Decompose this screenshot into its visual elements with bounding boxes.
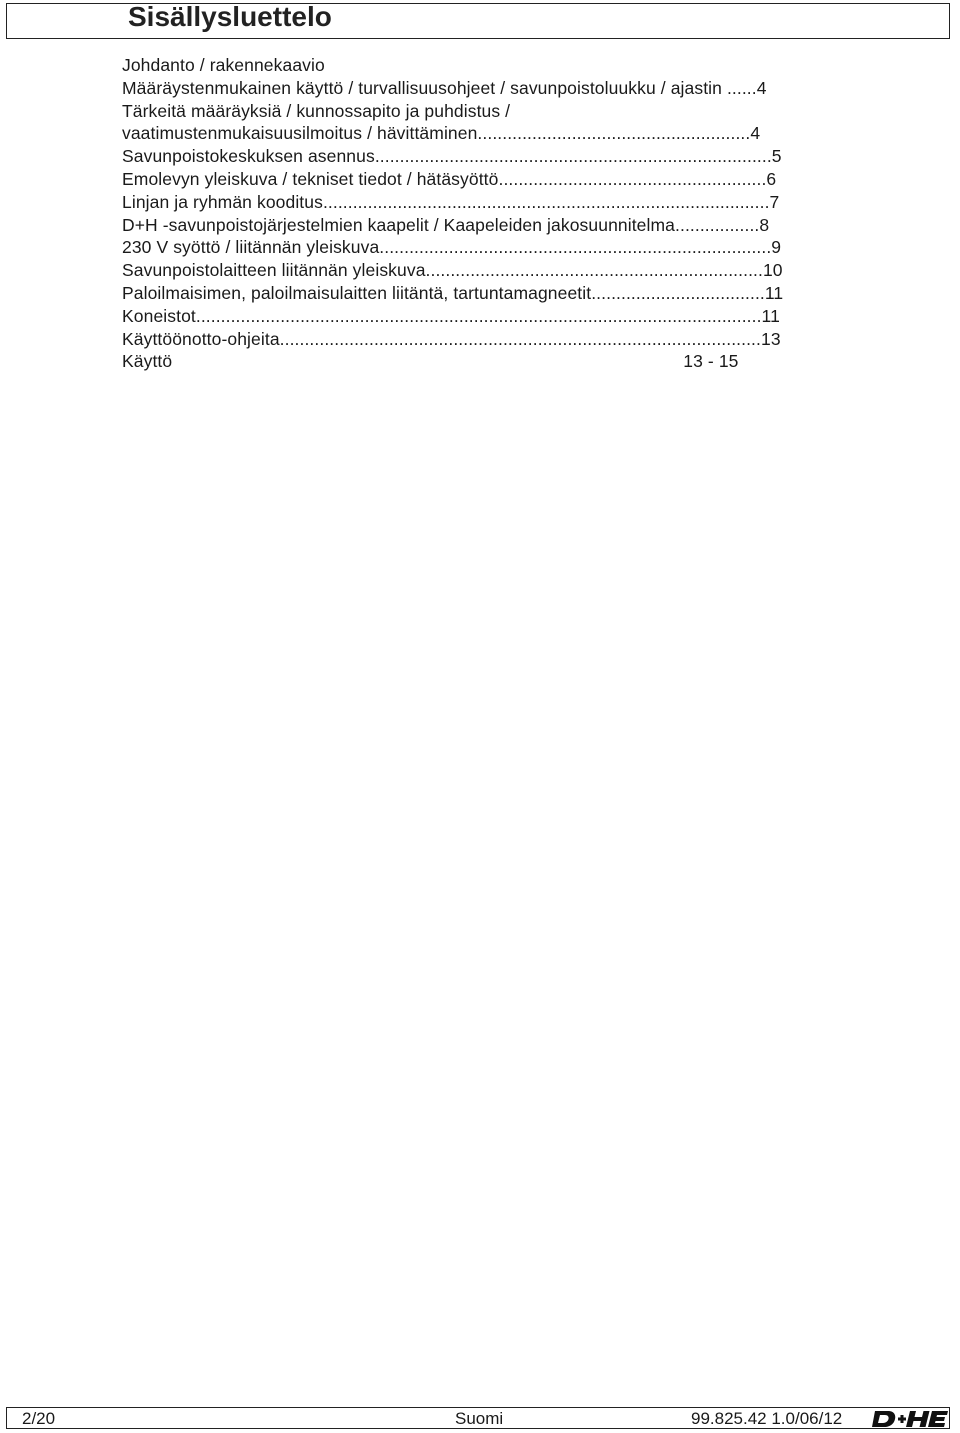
- toc-entry: [122, 350, 912, 373]
- toc-entry: [122, 282, 912, 305]
- toc-entry-text: Emolevyn yleiskuva / tekniset tiedot / hätäsyöttö......................................................6: [122, 168, 777, 189]
- toc-entry: [122, 168, 912, 191]
- toc-entry: [122, 100, 912, 123]
- toc-entry-text: 230 V syöttö / liitännän yleiskuva...............................................................................9: [122, 237, 782, 258]
- toc-entry: [122, 305, 912, 328]
- toc-entry-text: Savunpoistolaitteen liitännän yleiskuva....................................................................10: [122, 260, 783, 281]
- toc-entry: [122, 77, 912, 100]
- toc-entry-text: vaatimustenmukaisuusilmoitus / hävittäminen.......................................................4: [122, 123, 761, 144]
- toc-entry: [122, 54, 912, 77]
- toc-entry-text: Koneistot..................................................................................................................11: [122, 305, 780, 326]
- footer-page-number: 2/20: [22, 1409, 56, 1428]
- page-title: Sisällysluettelo: [128, 1, 332, 32]
- toc-entry: [122, 122, 912, 145]
- toc-entry: [122, 191, 912, 214]
- toc-entry: [122, 328, 912, 351]
- toc-entry: [122, 236, 912, 259]
- dh-logo-icon: [872, 1410, 948, 1428]
- toc-entry-text: Määräystenmukainen käyttö / turvallisuusohjeet / savunpoistoluukku / ajastin ......4: [122, 77, 767, 98]
- footer-document-number: 99.825.42 1.0/06/12: [691, 1409, 843, 1428]
- toc-entry-text: Linjan ja ryhmän kooditus..........................................................................................7: [122, 191, 780, 212]
- toc-entry-text: Johdanto / rakennekaavio: [122, 55, 325, 75]
- toc-entry-text: D+H -savunpoistojärjestelmien kaapelit / Kaapeleiden jakosuunnitelma.................8: [122, 214, 770, 235]
- toc-entry-text: Tärkeitä määräyksiä / kunnossapito ja puhdistus /: [122, 100, 511, 121]
- toc-entry: [122, 145, 912, 168]
- footer-language: Suomi: [455, 1409, 504, 1428]
- toc-entry-text: Käyttöönotto-ohjeita.................................................................................................13: [122, 328, 781, 349]
- table-of-contents: [122, 54, 912, 373]
- toc-entry: [122, 259, 912, 282]
- toc-entry-text: Käyttö 13 - 15: [122, 351, 739, 372]
- toc-entry: [122, 214, 912, 237]
- toc-entry-text: Savunpoistokeskuksen asennus................................................................................5: [122, 146, 782, 167]
- toc-entry-text: Paloilmaisimen, paloilmaisulaitten liitäntä, tartuntamagneetit...................................11: [122, 282, 784, 303]
